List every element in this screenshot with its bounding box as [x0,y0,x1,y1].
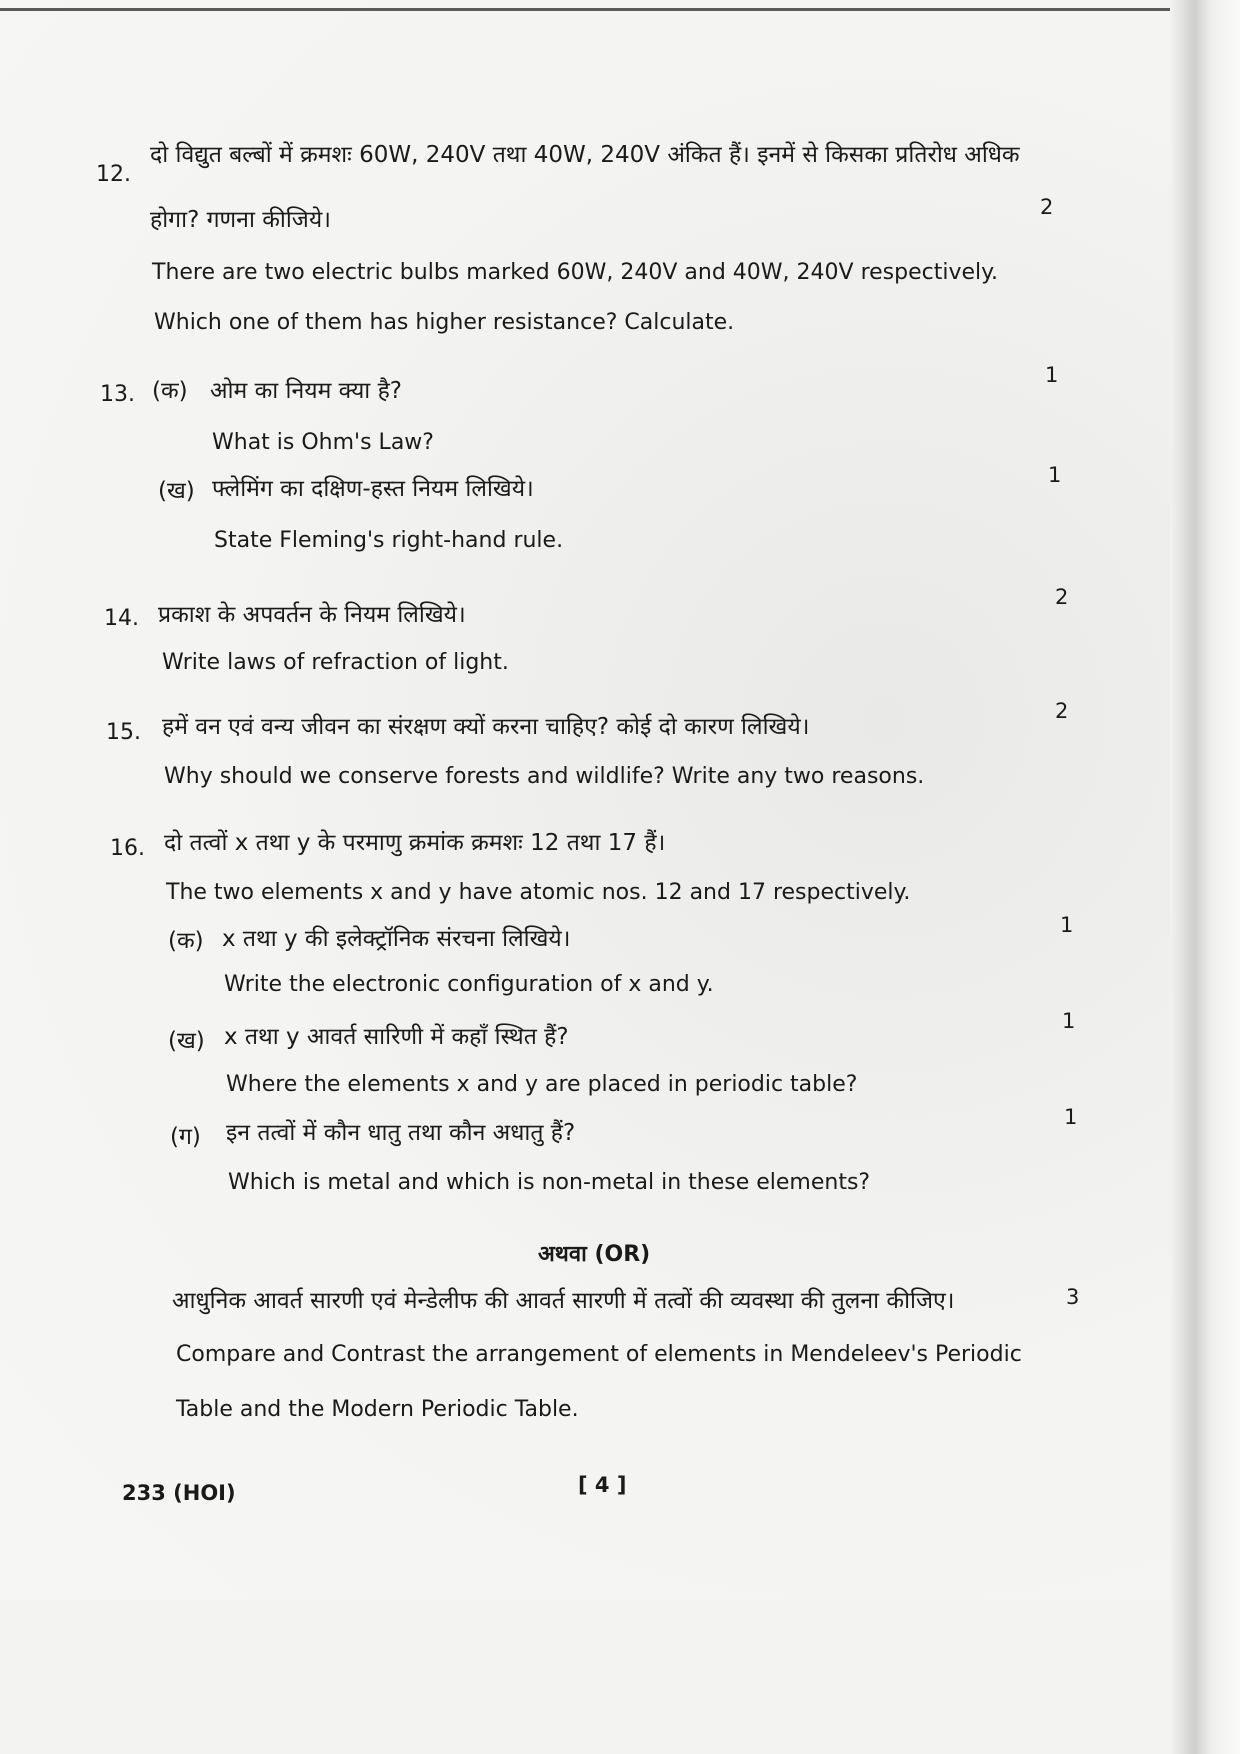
or-english-line-1: Compare and Contrast the arrangement of elements in Mendeleev's Periodic [176,1342,1022,1367]
paper-code: 233 (HOI) [122,1481,236,1505]
marks: 2 [1055,699,1069,723]
subpart-label: (क) [152,378,188,404]
marks: 3 [1066,1285,1080,1309]
question-number: 12. [96,162,131,187]
question-number: 16. [110,836,145,861]
subpart-english: State Fleming's right-hand rule. [214,528,564,553]
marks: 1 [1045,363,1059,387]
subpart-hindi: ओम का नियम क्या है? [210,378,402,404]
question-hindi: हमें वन एवं वन्य जीवन का संरक्षण क्यों करना चाहिए? कोई दो कारण लिखिये। [162,714,810,740]
question-english: The two elements x and y have atomic nos. 12 and 17 respectively. [166,880,911,905]
question-number: 15. [106,720,141,745]
page-number: [ 4 ] [578,1473,627,1497]
question-hindi-line-1: दो विद्युत बल्बों में क्रमशः 60W, 240V तथा 40W, 240V अंकित हैं। इनमें से किसका प्रतिरोध अधिक [150,142,1020,168]
marks: 2 [1055,585,1069,609]
marks: 1 [1062,1009,1076,1033]
subpart-label: (ख) [168,1028,205,1054]
question-english: Why should we conserve forests and wildlife? Write any two reasons. [164,764,925,789]
or-hindi: आधुनिक आवर्त सारणी एवं मेन्डेलीफ की आवर्त सारणी में तत्वों की व्यवस्था की तुलना कीजिए। [172,1288,955,1314]
subpart-label: (ख) [158,478,195,504]
or-english-line-2: Table and the Modern Periodic Table. [176,1397,579,1422]
question-hindi: प्रकाश के अपवर्तन के नियम लिखिये। [158,602,466,628]
subpart-label: (क) [168,928,204,954]
question-number: 14. [104,606,139,631]
subpart-english: Which is metal and which is non-metal in these elements? [228,1170,871,1195]
subpart-english: What is Ohm's Law? [212,430,434,455]
marks: 2 [1040,195,1054,219]
marks: 1 [1048,463,1062,487]
question-english: Write laws of refraction of light. [162,650,509,675]
marks: 1 [1060,913,1074,937]
question-english-line-2: Which one of them has higher resistance? Calculate. [154,310,735,335]
subpart-hindi: इन तत्वों में कौन धातु तथा कौन अधातु हैं? [226,1120,576,1146]
subpart-hindi: x तथा y आवर्त सारिणी में कहाँ स्थित हैं? [224,1024,569,1050]
subpart-english: Write the electronic configuration of x and y. [224,972,714,997]
top-border-line [0,8,1180,11]
question-number: 13. [100,382,135,407]
marks: 1 [1064,1105,1078,1129]
subpart-label: (ग) [170,1124,201,1150]
subpart-hindi: x तथा y की इलेक्ट्रॉनिक संरचना लिखिये। [222,926,571,952]
question-hindi: दो तत्वों x तथा y के परमाणु क्रमांक क्रमशः 12 तथा 17 हैं। [164,830,666,856]
subpart-english: Where the elements x and y are placed in periodic table? [226,1072,858,1097]
page-edge-shadow [1170,0,1240,1754]
or-heading: अथवा (OR) [538,1242,651,1267]
subpart-hindi: फ्लेमिंग का दक्षिण-हस्त नियम लिखिये। [212,476,534,502]
question-hindi-line-2: होगा? गणना कीजिये। [150,207,331,233]
question-english-line-1: There are two electric bulbs marked 60W, 240V and 40W, 240V respectively. [152,260,999,285]
